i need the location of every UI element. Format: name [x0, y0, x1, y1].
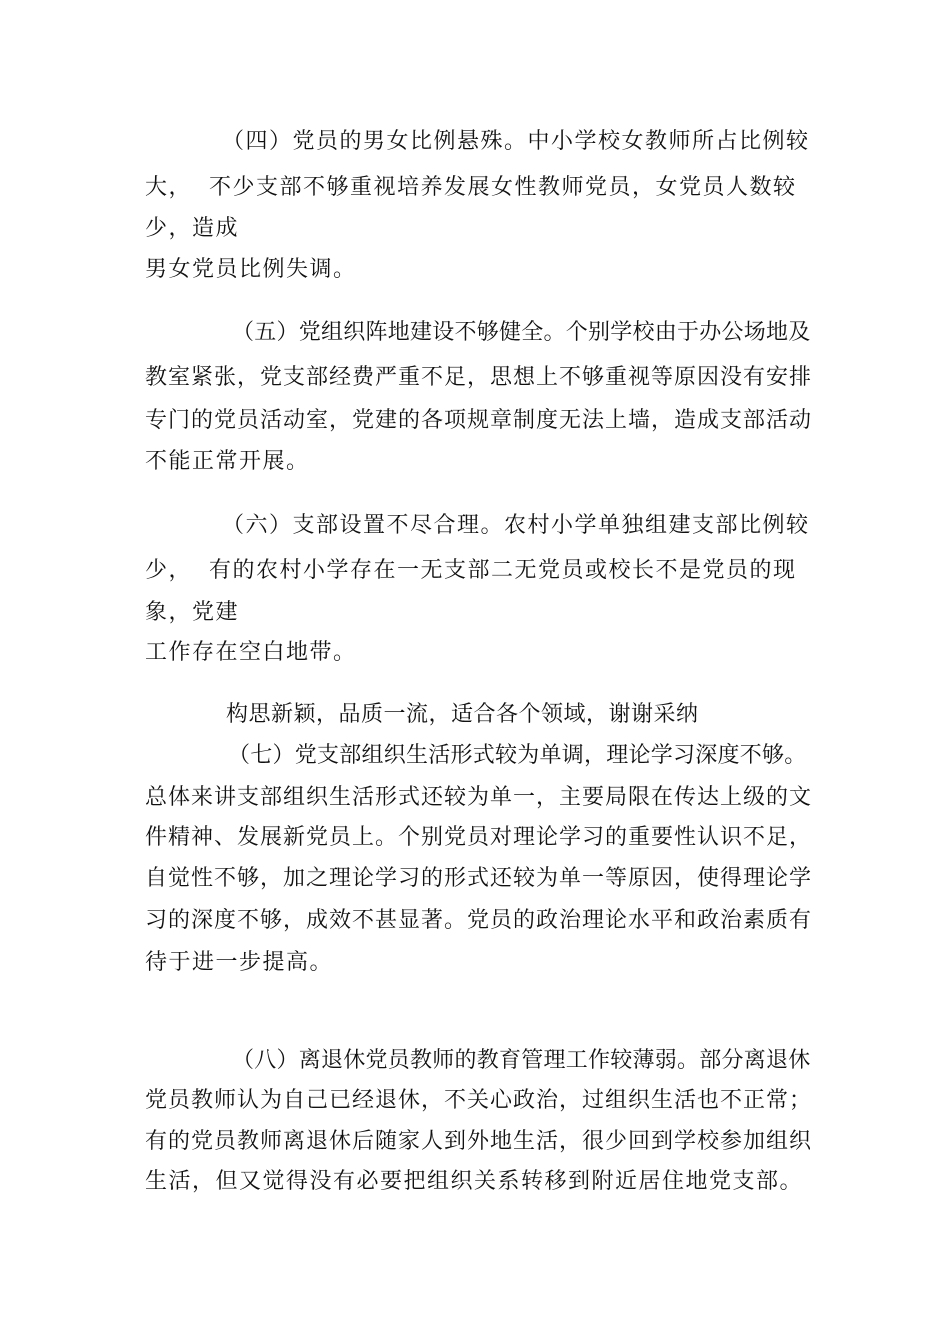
text-line: 大， 不少支部不够重视培养发展女性教师党员，女党员人数较 [145, 175, 797, 200]
text-line: 专门的党员活动室，党建的各项规章制度无法上墙，造成支部活动 [145, 408, 813, 433]
text-line: （六）支部设置不尽合理。农村小学单独组建支部比例较 [222, 513, 810, 538]
text-line: 少， 有的农村小学存在一无支部二无党员或校长不是党员的现 [145, 558, 797, 583]
text-line: 不能正常开展。 [145, 449, 310, 474]
note-line: 构思新颖，品质一流，适合各个领域，谢谢采纳 [226, 702, 699, 727]
text-line: 党员教师认为自己已经退休，不关心政治，过组织生活也不正常； [145, 1088, 813, 1113]
text-line: 少，造成 [145, 216, 240, 241]
text-line: 工作存在空白地带。 [145, 640, 357, 665]
text-line: （七）党支部组织生活形式较为单调，理论学习深度不够。 [228, 743, 807, 768]
text-line: （五）党组织阵地建设不够健全。个别学校由于办公场地及 [232, 320, 811, 345]
text-line: 总体来讲支部组织生活形式还较为单一，主要局限在传达上级的文 [145, 785, 813, 810]
text-line: 象，党建 [145, 600, 240, 625]
text-line: （四）党员的男女比例悬殊。中小学校女教师所占比例较 [222, 129, 810, 154]
text-line: 生活，但又觉得没有必要把组织关系转移到附近居住地党支部。 [145, 1169, 804, 1194]
text-line: 自觉性不够，加之理论学习的形式还较为单一等原因，使得理论学 [145, 866, 813, 891]
text-line: 教室紧张，党支部经费严重不足，思想上不够重视等原因没有安排 [145, 365, 813, 390]
text-line: 习的深度不够，成效不甚显著。党员的政治理论水平和政治素质有 [145, 908, 813, 933]
text-line: 件精神、发展新党员上。个别党员对理论学习的重要性认识不足， [145, 825, 813, 850]
text-line: 男女党员比例失调。 [145, 257, 357, 282]
text-line: 待于进一步提高。 [145, 950, 334, 975]
text-line: （八）离退休党员教师的教育管理工作较薄弱。部分离退休 [232, 1048, 811, 1073]
text-line: 有的党员教师离退休后随家人到外地生活，很少回到学校参加组织 [145, 1129, 813, 1154]
